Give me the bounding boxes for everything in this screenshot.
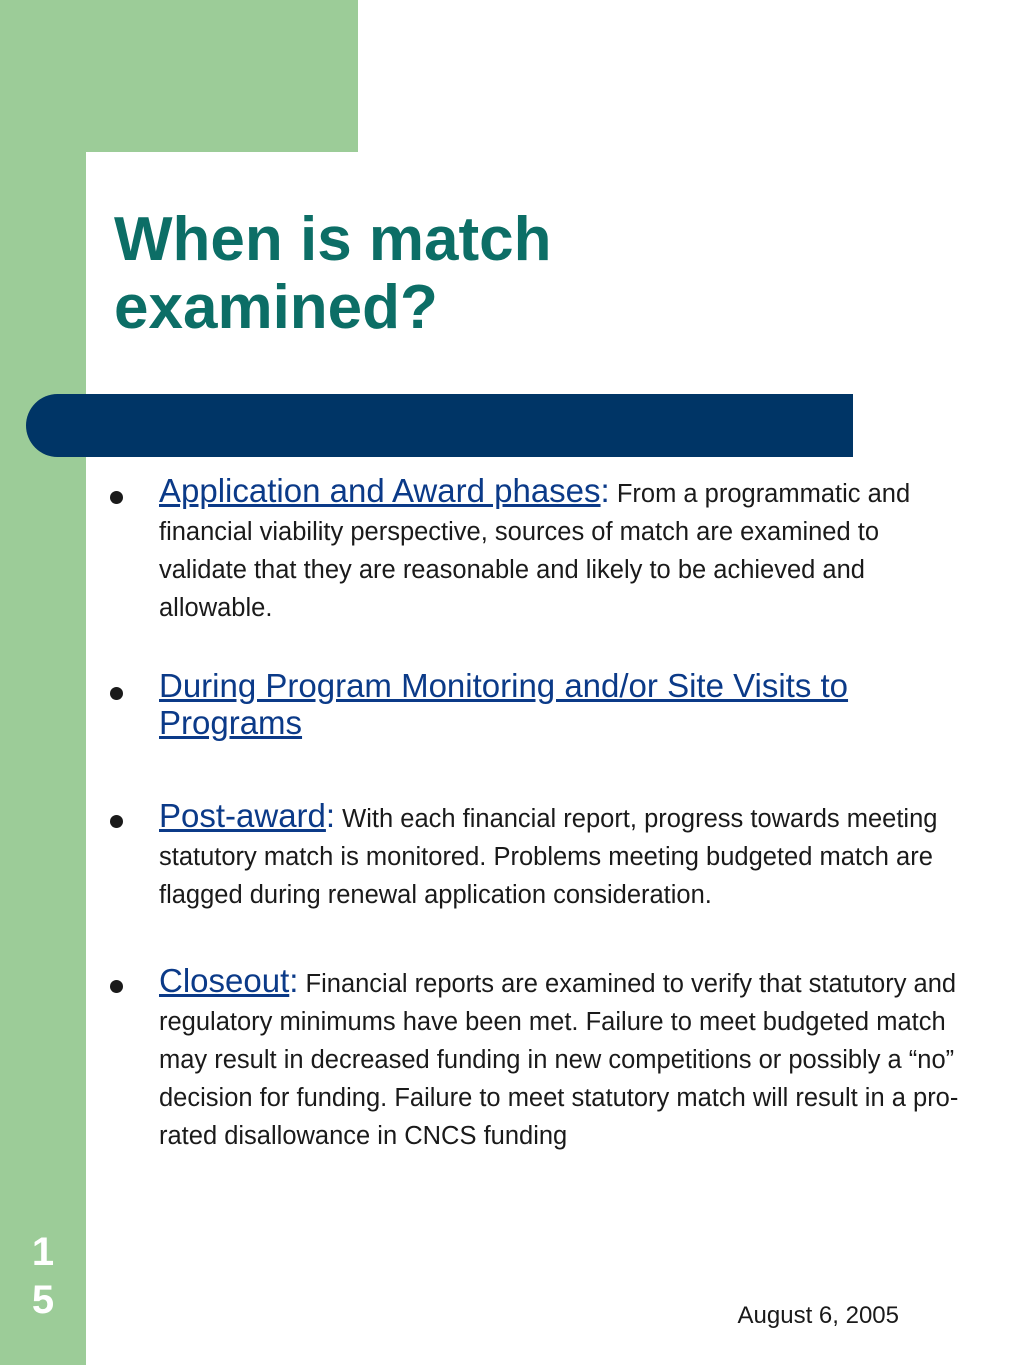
bullet-dot-icon [110,980,123,993]
heading-post-award[interactable]: Post-award [159,797,326,834]
title-divider-bar [26,394,853,457]
slide-number-digit-2: 5 [31,1278,55,1322]
bullet-dot-icon [110,491,123,504]
bullet-list [110,472,960,1155]
bullet-program-monitoring [110,667,960,741]
heading-colon: : [600,472,610,509]
bullet-dot-icon [110,687,123,700]
slide-title [114,206,814,342]
slide-title-line-2: examined? [114,273,438,343]
heading-application-award[interactable]: Application and Award phases [159,472,601,509]
heading-program-monitoring[interactable]: During Program Monitoring and/or Site Visits to Programs [159,667,849,741]
bullet-closeout [110,962,960,1155]
sidebar-background [0,0,86,1365]
header-accent-block [0,0,358,152]
bullet-dot-icon [110,815,123,828]
bullet-application-award [110,472,960,627]
heading-colon: : [289,962,299,999]
heading-closeout[interactable]: Closeout [159,962,290,999]
content-corner-curve [86,152,146,212]
bullet-post-award [110,797,960,914]
heading-colon: : [325,797,336,834]
bullet-text-closeout: Financial reports are examined to verify that statutory and regulatory minimums have been met. Failure to meet budgeted match may result in decreased funding in new competitions or possibly a “no” decision for funding. Failure to meet statutory match will result in a pro-rated disallowance in CNCS funding [159,970,959,1150]
bullet-text-post-award: With each financial report, progress towards meeting statutory match is monitored. Problems meeting budgeted match are flagged during renewal application consideration. [159,805,938,909]
footer-date: August 6, 2005 [737,1302,899,1329]
slide-number-digit-1: 1 [31,1230,55,1274]
slide-title-line-1: When is match [114,205,552,274]
bullet-text-application-award: From a programmatic and financial viability perspective, sources of match are examined to validate that they are reasonable and likely to be achieved and allowable. [159,480,911,622]
slide-number [28,1228,58,1324]
